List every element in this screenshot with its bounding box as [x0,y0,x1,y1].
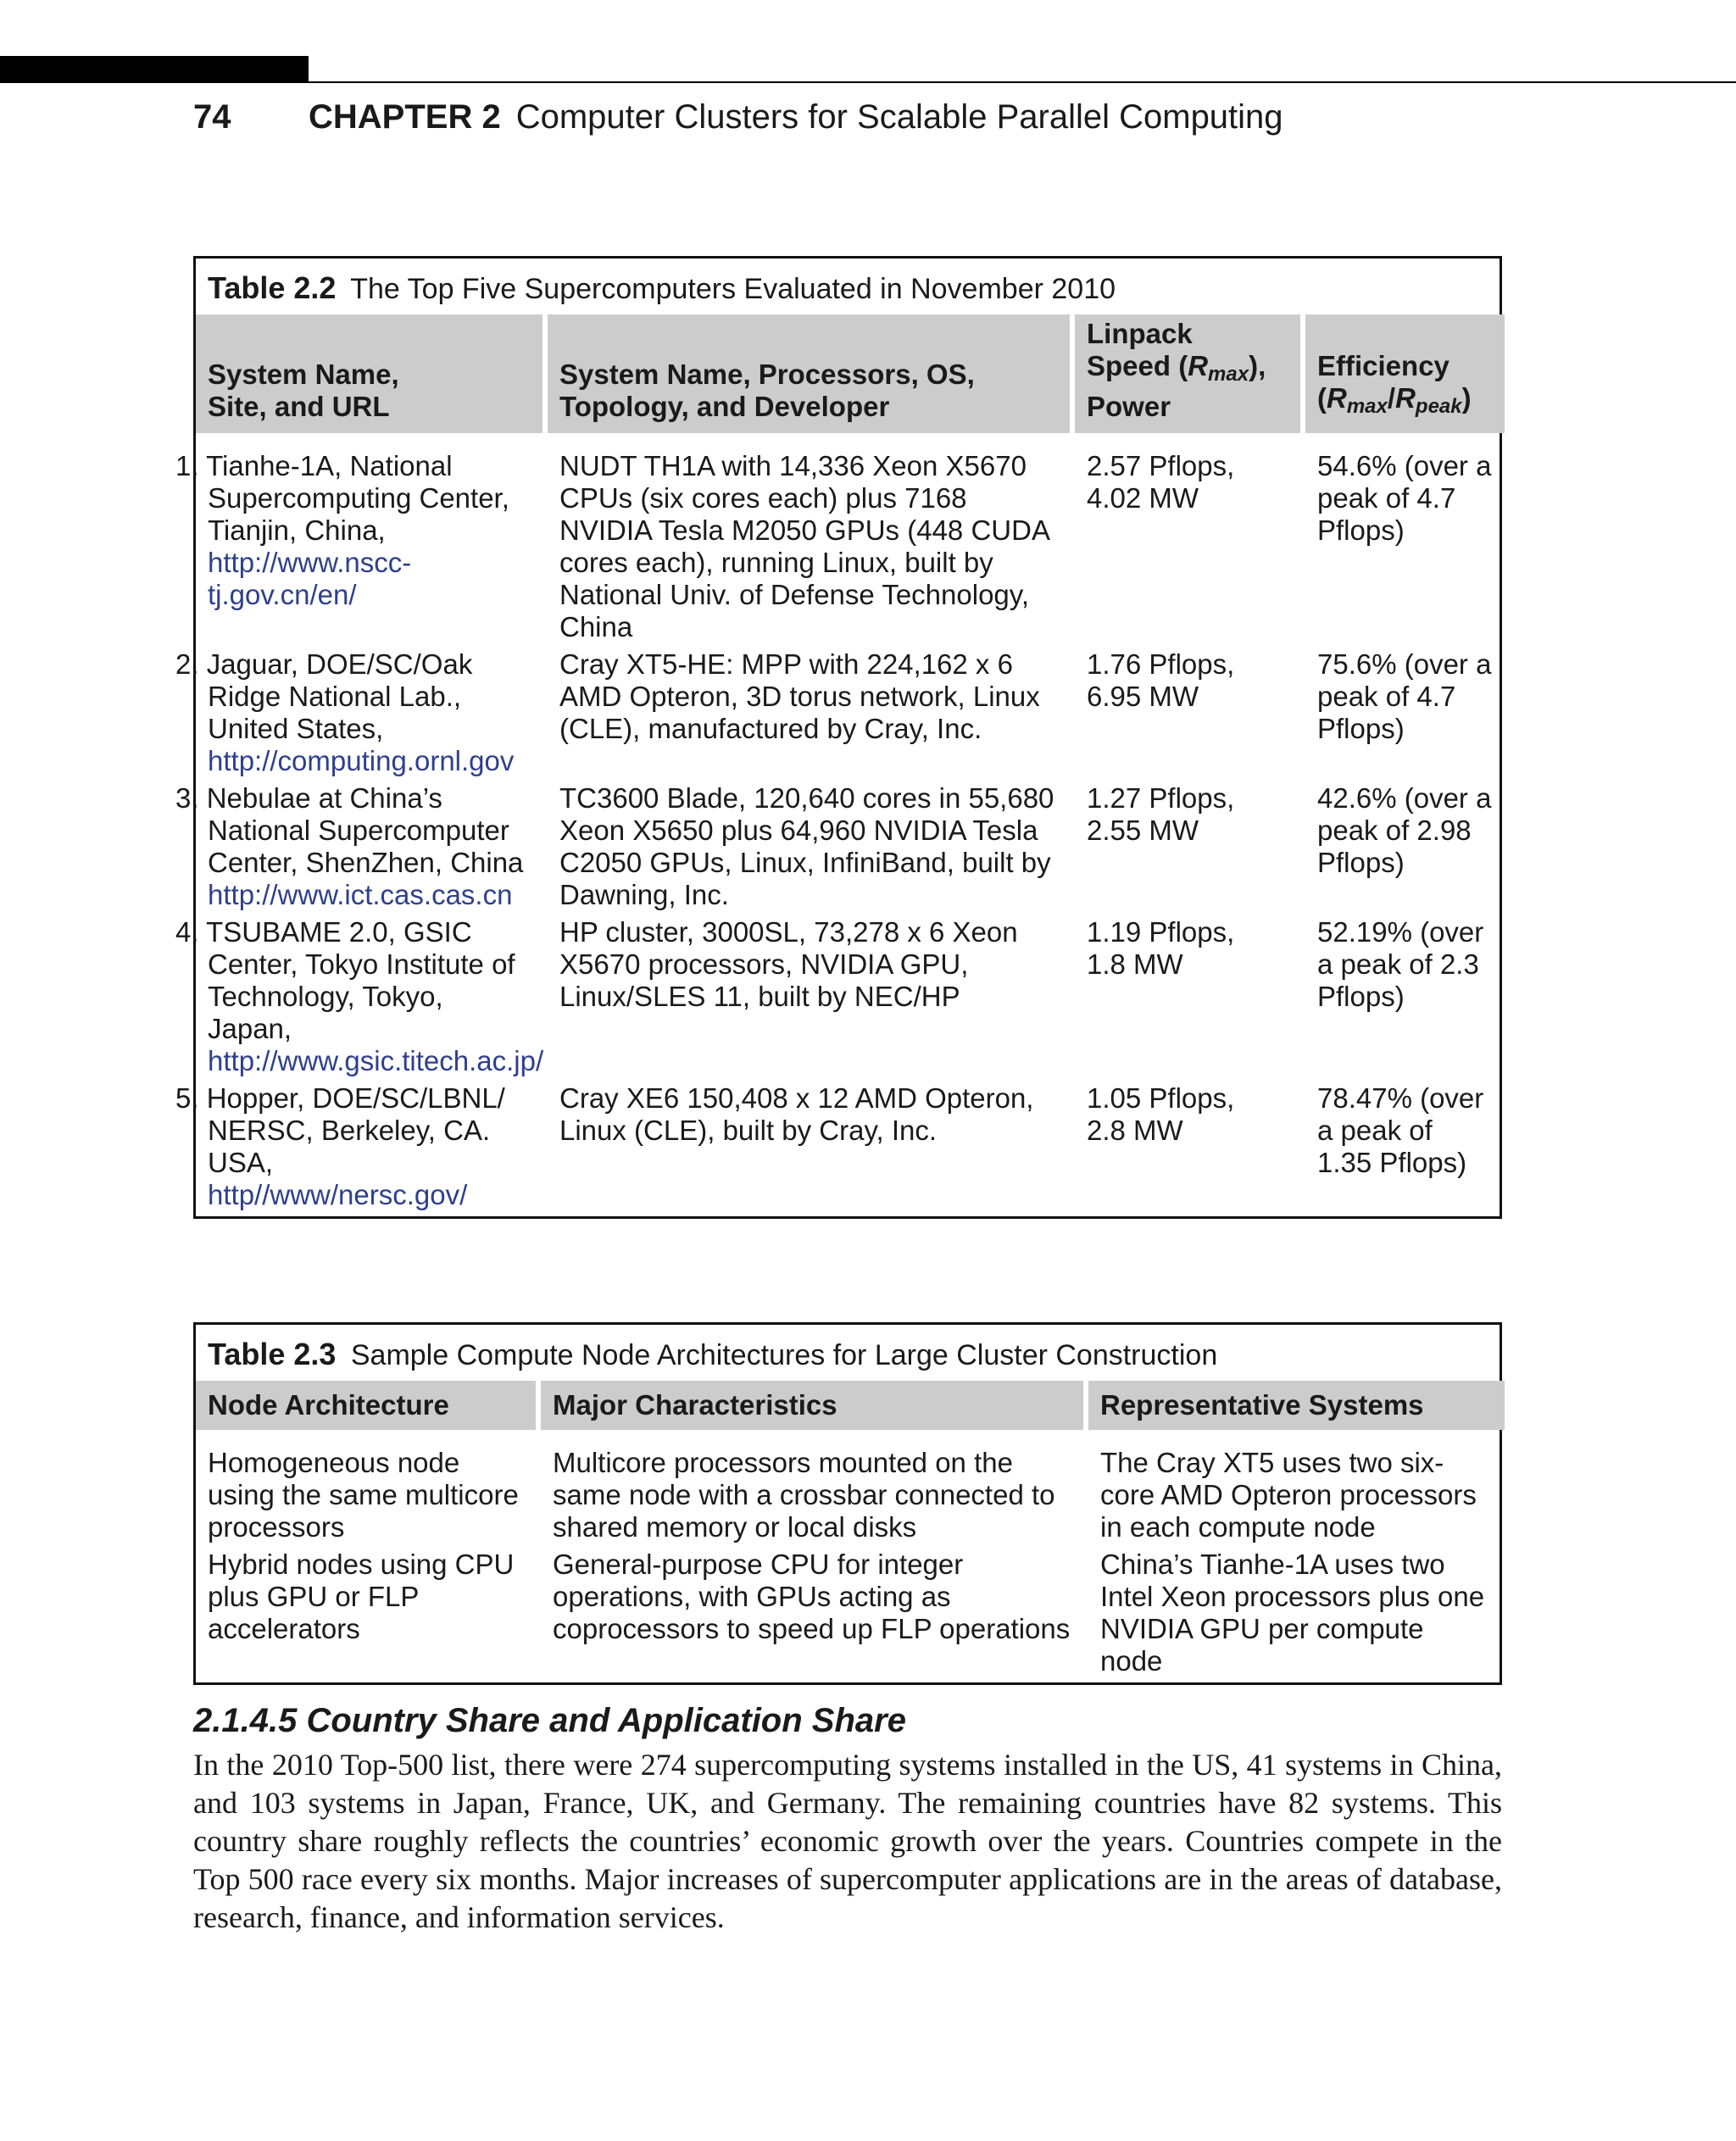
section-heading: 2.1.4.5 Country Share and Application Share [193,1702,906,1739]
site-cell: 4. TSUBAME 2.0, GSIC Center, Tokyo Institute of Technology, Tokyo, Japan, http://www.gsic.titech.ac.jp/ [175,916,544,1076]
site-cell: 1. Tianhe-1A, National Supercomputing Center, Tianjin, China, http://www.nscc-tj.gov.cn/en/ [175,450,509,610]
speed-cell: 1.27 Pflops, 2.55 MW [1087,782,1235,846]
table-row [196,1082,1505,1216]
table-caption [196,259,1500,314]
table-caption [196,1325,1500,1381]
site-url-link[interactable]: http://www.gsic.titech.ac.jp/ [208,1045,544,1076]
efficiency-cell: 75.6% (over a peak of 4.7 Pflops) [1317,648,1492,744]
table-row [196,782,1505,916]
running-head [193,95,1283,139]
col-header-speed: Linpack Speed $(R_{max})$, Power [1072,314,1303,433]
col-header-site: System Name, Site, and URL [196,314,545,433]
architecture-cell: Homogeneous node using the same multicore processors [208,1447,519,1543]
header-black-bar [0,56,309,83]
systems-cell: The Cray XT5 uses two six-core AMD Opteron processors in each compute node [1100,1447,1477,1543]
site-url-link[interactable]: http//www/nersc.gov/ [208,1179,468,1210]
site-cell: 3. Nebulae at China’s National Supercomputer Center, ShenZhen, China http://www.ict.cas.cas.cn [175,782,524,910]
table-row [196,450,1505,648]
col-header-systems: Representative Systems [1086,1381,1505,1430]
system-cell: NUDT TH1A with 14,336 Xeon X5670 CPUs (six cores each) plus 7168 NVIDIA Tesla M2050 GPUs (448 CUDA cores each), running Linux, built by National Univ. of Defense Technology, China [559,450,1050,642]
efficiency-cell: 54.6% (over a peak of 4.7 Pflops) [1317,450,1492,546]
page-number: 74 [193,98,231,136]
table-row [196,916,1505,1082]
efficiency-cell: 52.19% (over a peak of 2.3 Pflops) [1317,916,1484,1012]
table-title: The Top Five Supercomputers Evaluated in November 2010 [350,273,1116,305]
table-label: Table 2.2 [208,270,337,305]
site-cell: 5. Hopper, DOE/SC/LBNL/ NERSC, Berkeley, CA. USA, http//www/nersc.gov/ [175,1082,505,1210]
site-url-link[interactable]: http://computing.ornl.gov [208,745,515,776]
table-header-row [196,314,1505,433]
table-row [196,648,1505,782]
col-header-architecture: Node Architecture [196,1381,538,1430]
system-cell: Cray XT5-HE: MPP with 224,162 x 6 AMD Opteron, 3D torus network, Linux (CLE), manufactured by Cray, Inc. [559,648,1040,744]
characteristics-cell: General-purpose CPU for integer operations, with GPUs acting as coprocessors to speed up FLP operations [553,1549,1071,1644]
body-paragraph: In the 2010 Top-500 list, there were 274 supercomputing systems installed in the US, 41 systems in China, and 103 systems in Japan, France, UK, and Germany. The remaining countries have 82 systems. This country share roughly reflects the countries’ economic growth over the years. Countries compete in the Top 500 race every six months. Major increases of supercomputer applications are in the areas of database, research, finance, and information services. [193,1748,1502,1934]
table-header-row [196,1381,1505,1430]
site-url-link[interactable]: http://www.nscc-tj.gov.cn/en/ [208,547,412,610]
header-rule [309,81,1736,83]
col-header-efficiency: Efficiency $(R_{max}/R_{peak})$ [1303,314,1505,433]
systems-cell: China’s Tianhe-1A uses two Intel Xeon processors plus one NVIDIA GPU per compute node [1100,1549,1485,1677]
speed-cell: 2.57 Pflops, 4.02 MW [1087,450,1235,514]
characteristics-cell: Multicore processors mounted on the same node with a crossbar connected to shared memory or local disks [553,1447,1055,1543]
architecture-cell: Hybrid nodes using CPU plus GPU or FLP accelerators [208,1549,515,1644]
col-header-characteristics: Major Characteristics [538,1381,1086,1430]
site-cell: 2. Jaguar, DOE/SC/Oak Ridge National Lab., United States, http://computing.ornl.gov [175,648,515,776]
table-2-3 [193,1322,1502,1685]
site-url-link[interactable]: http://www.ict.cas.cas.cn [208,879,513,910]
efficiency-cell: 42.6% (over a peak of 2.98 Pflops) [1317,782,1492,878]
system-cell: HP cluster, 3000SL, 73,278 x 6 Xeon X5670 processors, NVIDIA GPU, Linux/SLES 11, built by NEC/HP [559,916,1018,1012]
system-cell: TC3600 Blade, 120,640 cores in 55,680 Xeon X5650 plus 64,960 NVIDIA Tesla C2050 GPUs, Linux, InfiniBand, built by Dawning, Inc. [559,782,1054,910]
table-grid [196,1381,1505,1682]
system-cell: Cray XE6 150,408 x 12 AMD Opteron, Linux (CLE), built by Cray, Inc. [559,1082,1034,1146]
table-row [196,1447,1505,1549]
table-2-2 [175,256,1502,1219]
table-title: Sample Compute Node Architectures for Large Cluster Construction [350,1339,1218,1371]
chapter-title: Computer Clusters for Scalable Parallel Computing [515,98,1283,136]
speed-cell: 1.05 Pflops, 2.8 MW [1087,1082,1235,1146]
chapter-label: CHAPTER 2 [309,98,501,136]
efficiency-cell: 78.47% (over a peak of 1.35 Pflops) [1317,1082,1484,1178]
col-header-system: System Name, Processors, OS, Topology, and Developer [545,314,1072,433]
table-grid [175,314,1505,1216]
table-row [196,1549,1505,1682]
speed-cell: 1.19 Pflops, 1.8 MW [1087,916,1235,980]
table-label: Table 2.3 [208,1337,337,1371]
speed-cell: 1.76 Pflops, 6.95 MW [1087,648,1235,712]
